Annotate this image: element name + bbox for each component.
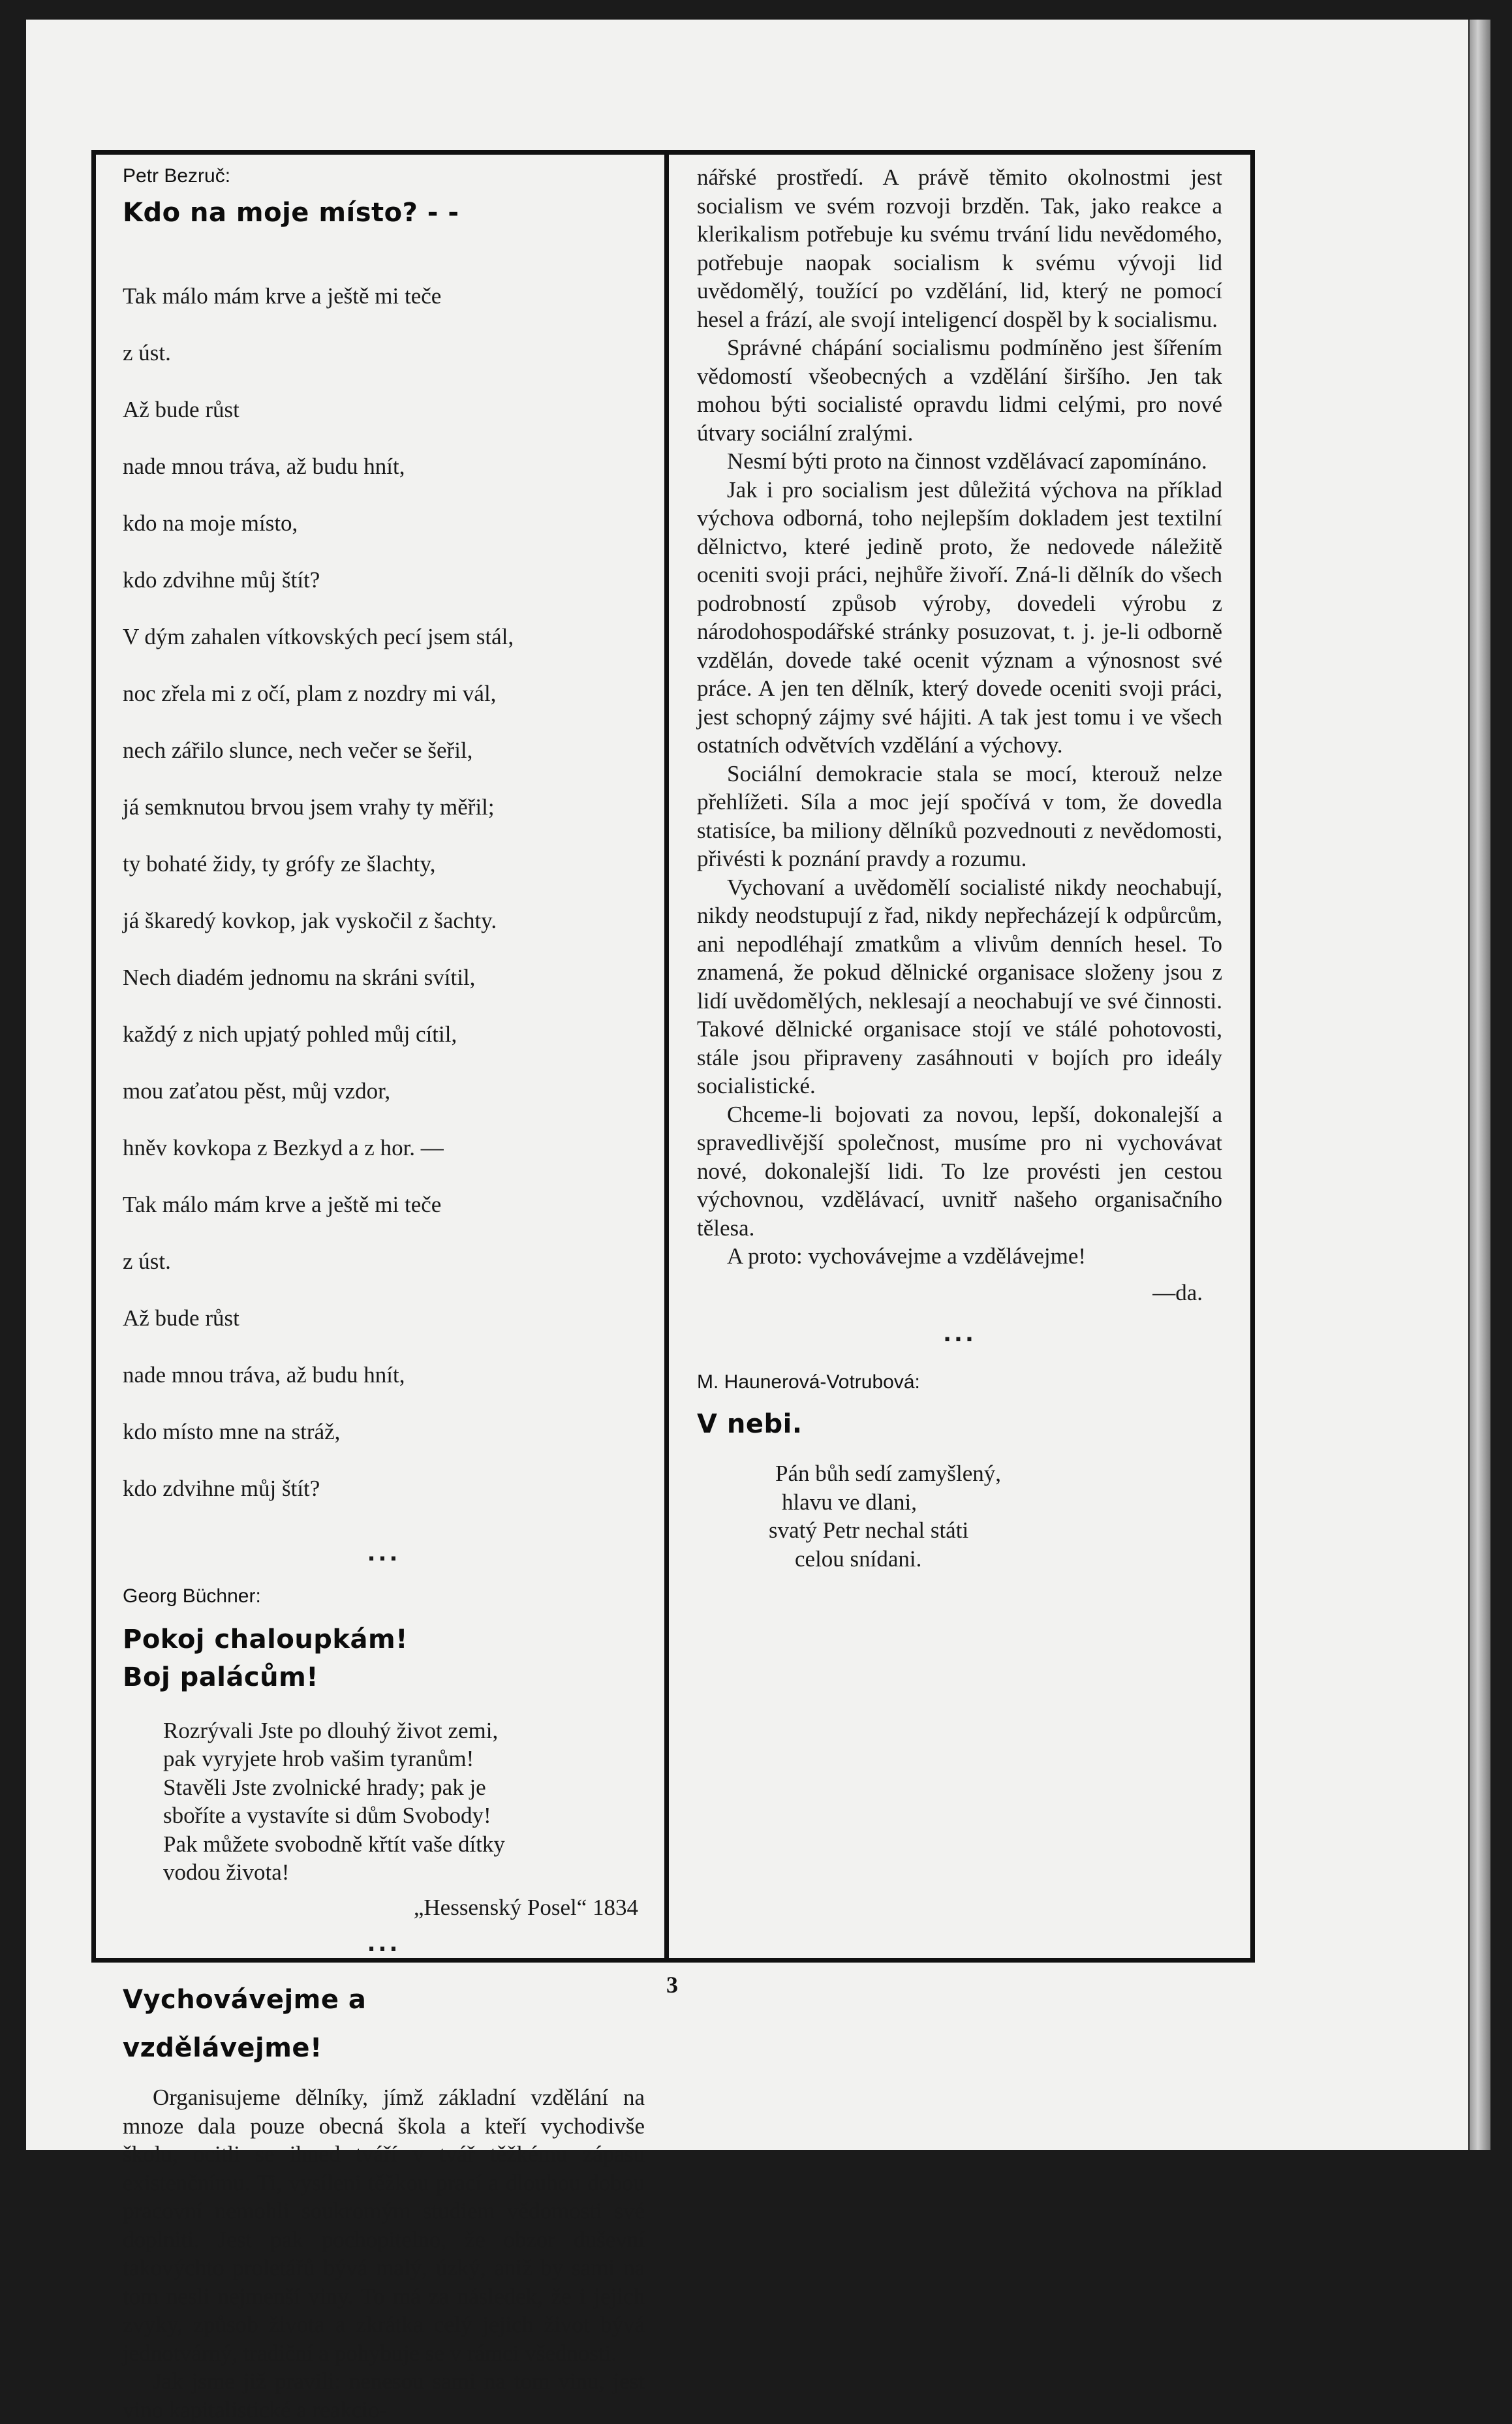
- poem3-author: M. Haunerová-Votrubová:: [697, 1371, 920, 1393]
- verse-line: Rozrývali Jste po dlouhý život zemi,: [163, 1717, 499, 1743]
- poem-line: kdo místo mne na stráž,: [123, 1418, 341, 1444]
- page-number: 3: [666, 1972, 678, 1998]
- poem-line: Až bude růst: [123, 396, 239, 422]
- article-signature: —da.: [1152, 1279, 1203, 1305]
- article-body: [123, 2083, 645, 2424]
- piece2-source: „Hessenský Posel“ 1834: [413, 1894, 638, 1920]
- poem-line: Tak málo mám krve a ještě mi teče: [123, 1191, 442, 1217]
- poem-line: já škaredý kovkop, jak vyskočil z šachty.: [123, 907, 497, 933]
- page-edge: [1470, 20, 1490, 2150]
- poem3-body: [697, 1459, 1222, 1573]
- piece2-title-line2: Boj palácům!: [123, 1662, 319, 1692]
- verse-line: Stavěli Jste zvolnické hrady; pak je: [163, 1774, 486, 1800]
- article-paragraph: Jak jsme již pravili: nenesou sami na tom vinu, jest vino kapitalistické a reakcio-: [123, 2369, 645, 2423]
- poem-line: hlavu ve dlani,: [782, 1489, 918, 1515]
- poem-line: hněv kovkopa z Bezkyd a z hor. —: [123, 1134, 444, 1160]
- poem-line: z úst.: [123, 339, 171, 365]
- poem-line: mou zaťatou pěst, můj vzdor,: [123, 1078, 391, 1104]
- article-paragraph: Vychovaní a uvědomělí socialisté nikdy neochabují, nikdy neodstupují z řad, nikdy nepřecházejí k odpůrcům, ani nepodléhají zmatkům a vlivům denních hesel. To znamená, že pokud dělnické organisace složeny jsou z lidí uvědomělých, neklesají a neochabují ve své činnosti. Takové dělnické organisace stojí ve stálé pohotovosti, stále jsou připraveny zasáhnouti v bojích pro ideály socialistické.: [697, 874, 1222, 1098]
- verse-line: pak vyryjete hrob vašim tyranům!: [163, 1746, 474, 1771]
- poem-line: nech zářilo slunce, nech večer se šeřil,: [123, 737, 473, 763]
- poem-line: každý z nich upjatý pohled můj cítil,: [123, 1021, 457, 1047]
- verse-line: sboříte a vystavíte si dům Svobody!: [163, 1803, 491, 1828]
- verse-line: vodou života!: [163, 1859, 290, 1885]
- poem-line: Nech diadém jednomu na skráni svítil,: [123, 964, 476, 990]
- poem-line: kdo zdvihne můj štít?: [123, 1475, 320, 1501]
- article-paragraph: Jak i pro socialism jest důležitá výchova na příklad výchova odborná, toho nejlepším dokladem jest textilní dělnictvo, které jedině proto, že nedovede náležitě oceniti svoji práci, nejhůře živoří. Zná-li dělník do všech podrobností způsob výroby, dovedeli výrobu z národohospodářské stránky posuzovat, t. j. je-li odborně vzdělán, dovede také ocenit význam a výnosnost své práce. A jen ten dělník, který dovede oceniti svoji práci, jest schopný zájmy své hájiti. A tak jest tomu i ve všech ostatních odvětvích vzdělání a výchovy.: [697, 476, 1222, 758]
- poem3-title: V nebi.: [697, 1409, 803, 1439]
- article-paragraph: Nesmí býti proto na činnost vzdělávací zapomínáno.: [727, 448, 1207, 474]
- article-paragraph: nářské prostředí. A právě těmito okolnostmi jest socialism ve svém rozvoji brzděn. Tak, jako reakce a klerikalism potřebuje ku svému trvání lidu nevědomého, potřebuje naopak socialism k svému vývoji lid uvědomělý, toužící po vzdělání, lid, který ne pomocí hesel a frází, ale svojí inteligencí dospěl by k socialismu.: [697, 164, 1222, 332]
- article-title-line2: vzdělávejme!: [123, 2033, 322, 2063]
- poem1-title: Kdo na moje místo? - -: [123, 198, 459, 228]
- article-closing: A proto: vychovávejme a vzdělávejme!: [727, 1243, 1087, 1269]
- poem-line: Až bude růst: [123, 1305, 239, 1331]
- poem-line: noc zřela mi z očí, plam z nozdry mi vál,: [123, 680, 497, 706]
- poem-line: kdo zdvihne můj štít?: [123, 567, 320, 593]
- poem1-body: [123, 253, 645, 1531]
- column-divider: [664, 150, 669, 1963]
- section-separator: ...: [367, 1540, 401, 1566]
- poem-line: ty bohaté židy, ty grófy ze šlachty,: [123, 850, 436, 877]
- article-title-line1: Vychovávejme a: [123, 1985, 367, 2015]
- piece2-author: Georg Büchner:: [123, 1585, 261, 1607]
- poem1-author: Petr Bezruč:: [123, 165, 231, 187]
- verse-line: Pak můžete svobodně křtít vaše dítky: [163, 1831, 505, 1857]
- section-separator: ...: [943, 1321, 976, 1347]
- poem-line: nade mnou tráva, až budu hnít,: [123, 1361, 405, 1388]
- piece2-body: [123, 1717, 645, 1887]
- article-paragraph: Organisujeme dělníky, jímž základní vzdělání na mnoze dala pouze obecná škola a kteří vychodivše školu, ocitli se ihned tváří v tvář těžkému zápasu existenčnímu. Ti, vysíleni těžkou prací a dlouhou dobou pracovní nemohli soukromým studiem vědomosti své doplniti. Jest pak pochopitelno, že obzor duševní takovýchto proletářů bývá malý, úzký, aniž by sami na tom nesli nejmenší viny. To má za následek, že i jejich zvyky, způsob života a zkrátka celý jejich život bývá jednotvárný, tradiční a pohybuje se v rámci všednosti.: [123, 2085, 645, 2366]
- poem-line: celou snídani.: [795, 1546, 922, 1572]
- poem-line: já semknutou brvou jsem vrahy ty měřil;: [123, 794, 495, 820]
- article-paragraph: Sociální demokracie stala se mocí, kterouž nelze přehlížeti. Síla a moc její spočívá v tom, že dovedla statisíce, ba miliony dělníků pozvednouti z nevědomosti, přivésti k poznání pravdy a rozumu.: [697, 760, 1222, 871]
- article-paragraph: Správné chápání socialismu podmíněno jest šířením vědomostí všeobecných a vzdělání širšího. Jen tak mohou býti socialisté opravdu lidmi celými, pro nové útvary sociální zralými.: [697, 335, 1222, 446]
- right-column: [697, 163, 1222, 1573]
- left-column: [123, 163, 645, 2424]
- article-paragraph: Chceme-li bojovati za novou, lepší, dokonalejší a spravedlivější společnost, musíme pro ni vychovávat nové, dokonalejší lidi. To lze provésti jen cestou výchovnou, vzdělávací, uvnitř našeho organisačního tělesa.: [697, 1101, 1222, 1241]
- poem-line: z úst.: [123, 1248, 171, 1274]
- poem-line: Pán bůh sedí zamyšlený,: [775, 1461, 1002, 1486]
- poem-line: V dým zahalen vítkovských pecí jsem stál,: [123, 623, 514, 649]
- section-separator: ...: [367, 1931, 401, 1957]
- poem-line: svatý Petr nechal státi: [769, 1517, 969, 1543]
- piece2-title-line1: Pokoj chaloupkám!: [123, 1624, 408, 1655]
- poem-line: kdo na moje místo,: [123, 510, 298, 536]
- poem-line: nade mnou tráva, až budu hnít,: [123, 453, 405, 479]
- poem-line: Tak málo mám krve a ještě mi teče: [123, 283, 442, 309]
